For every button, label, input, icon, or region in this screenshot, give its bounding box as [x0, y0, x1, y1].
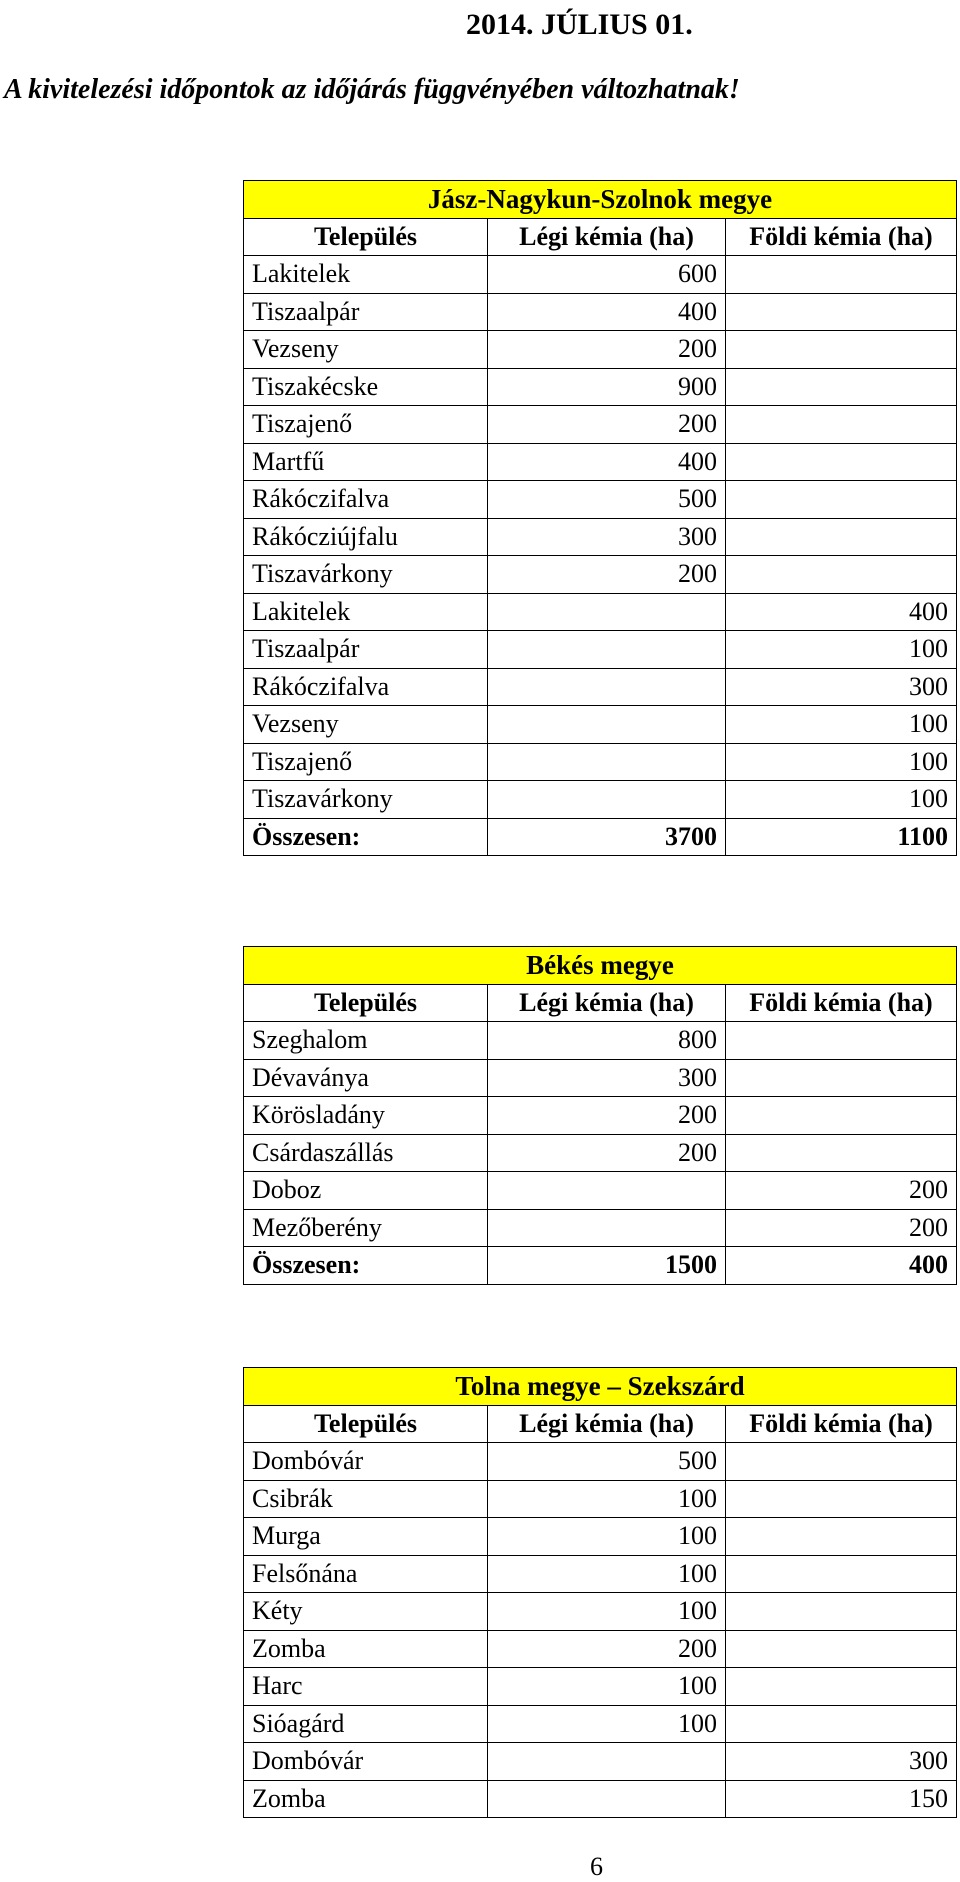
foldi-kemia-value: [726, 556, 957, 594]
settlement-name: Lakitelek: [244, 256, 488, 294]
foldi-kemia-value: [726, 1593, 957, 1631]
settlement-name: Tiszaalpár: [244, 293, 488, 331]
settlement-name: Felsőnána: [244, 1555, 488, 1593]
legi-kemia-value: 100: [488, 1480, 726, 1518]
table-row: [244, 1668, 957, 1706]
legi-kemia-value: [488, 593, 726, 631]
foldi-kemia-value: [726, 1705, 957, 1743]
legi-kemia-value: 300: [488, 1059, 726, 1097]
table-header-row: [244, 984, 957, 1022]
total-row: [244, 1247, 957, 1285]
legi-kemia-value: 200: [488, 406, 726, 444]
settlement-name: Csibrák: [244, 1480, 488, 1518]
foldi-kemia-value: [726, 1134, 957, 1172]
table-row: [244, 668, 957, 706]
table-row: [244, 743, 957, 781]
table-title-row: [244, 1368, 957, 1406]
table-row: [244, 256, 957, 294]
legi-kemia-value: 900: [488, 368, 726, 406]
legi-kemia-value: [488, 1743, 726, 1781]
settlement-name: Lakitelek: [244, 593, 488, 631]
legi-kemia-value: 100: [488, 1593, 726, 1631]
settlement-name: Zomba: [244, 1630, 488, 1668]
table-row: [244, 1480, 957, 1518]
legi-kemia-value: [488, 1209, 726, 1247]
foldi-kemia-value: [726, 1022, 957, 1060]
legi-kemia-value: 100: [488, 1518, 726, 1556]
settlement-name: Vezseny: [244, 331, 488, 369]
table-title-row: [244, 947, 957, 985]
legi-kemia-value: 200: [488, 556, 726, 594]
header-telepules: Település: [244, 1405, 488, 1443]
foldi-kemia-value: 100: [726, 706, 957, 744]
settlement-name: Csárdaszállás: [244, 1134, 488, 1172]
foldi-kemia-value: 400: [726, 593, 957, 631]
county-title: Jász-Nagykun-Szolnok megye: [244, 181, 957, 219]
table-row: [244, 1022, 957, 1060]
legi-kemia-value: 100: [488, 1555, 726, 1593]
foldi-kemia-value: 300: [726, 1743, 957, 1781]
settlement-name: Tiszaalpár: [244, 631, 488, 669]
foldi-kemia-value: [726, 1480, 957, 1518]
total-row: [244, 818, 957, 856]
header-foldi-kemia: Földi kémia (ha): [726, 984, 957, 1022]
table-row: [244, 1630, 957, 1668]
settlement-name: Sióagárd: [244, 1705, 488, 1743]
total-legi-kemia: 1500: [488, 1247, 726, 1285]
total-label: Összesen:: [244, 818, 488, 856]
table-row: [244, 1209, 957, 1247]
table-row: [244, 1780, 957, 1818]
page-number: 6: [590, 1852, 603, 1881]
settlement-name: Rákóczifalva: [244, 481, 488, 519]
table-row: [244, 556, 957, 594]
settlement-name: Rákócziújfalu: [244, 518, 488, 556]
settlement-name: Vezseny: [244, 706, 488, 744]
table-row: [244, 1518, 957, 1556]
legi-kemia-value: [488, 781, 726, 819]
foldi-kemia-value: 100: [726, 631, 957, 669]
legi-kemia-value: [488, 631, 726, 669]
legi-kemia-value: 300: [488, 518, 726, 556]
table-row: [244, 1097, 957, 1135]
header-legi-kemia: Légi kémia (ha): [488, 218, 726, 256]
total-foldi-kemia: 1100: [726, 818, 957, 856]
legi-kemia-value: 100: [488, 1705, 726, 1743]
legi-kemia-value: [488, 1172, 726, 1210]
foldi-kemia-value: 200: [726, 1209, 957, 1247]
table-row: [244, 593, 957, 631]
foldi-kemia-value: 300: [726, 668, 957, 706]
settlement-name: Murga: [244, 1518, 488, 1556]
legi-kemia-value: 600: [488, 256, 726, 294]
table-row: [244, 781, 957, 819]
table-row: [244, 1059, 957, 1097]
table-row: [244, 1743, 957, 1781]
table-row: [244, 293, 957, 331]
foldi-kemia-value: [726, 518, 957, 556]
table-row: [244, 631, 957, 669]
settlement-name: Szeghalom: [244, 1022, 488, 1060]
legi-kemia-value: 500: [488, 1443, 726, 1481]
settlement-name: Tiszajenő: [244, 406, 488, 444]
settlement-name: Harc: [244, 1668, 488, 1706]
county-table-bekes: [243, 946, 957, 1285]
settlement-name: Doboz: [244, 1172, 488, 1210]
header-legi-kemia: Légi kémia (ha): [488, 1405, 726, 1443]
county-table-jasz-nagykun-szolnok: [243, 180, 957, 856]
legi-kemia-value: 800: [488, 1022, 726, 1060]
settlement-name: Martfű: [244, 443, 488, 481]
foldi-kemia-value: [726, 406, 957, 444]
legi-kemia-value: 100: [488, 1668, 726, 1706]
header-legi-kemia: Légi kémia (ha): [488, 984, 726, 1022]
foldi-kemia-value: 150: [726, 1780, 957, 1818]
table-row: [244, 481, 957, 519]
foldi-kemia-value: [726, 1059, 957, 1097]
legi-kemia-value: 400: [488, 293, 726, 331]
table-row: [244, 406, 957, 444]
legi-kemia-value: 200: [488, 1097, 726, 1135]
legi-kemia-value: 200: [488, 1630, 726, 1668]
foldi-kemia-value: [726, 293, 957, 331]
foldi-kemia-value: [726, 1555, 957, 1593]
legi-kemia-value: [488, 1780, 726, 1818]
foldi-kemia-value: [726, 1630, 957, 1668]
foldi-kemia-value: [726, 331, 957, 369]
legi-kemia-value: 200: [488, 331, 726, 369]
table-title-row: [244, 181, 957, 219]
foldi-kemia-value: [726, 481, 957, 519]
foldi-kemia-value: [726, 368, 957, 406]
county-title: Békés megye: [244, 947, 957, 985]
settlement-name: Dombóvár: [244, 1743, 488, 1781]
table-row: [244, 1172, 957, 1210]
foldi-kemia-value: [726, 1097, 957, 1135]
settlement-name: Tiszakécske: [244, 368, 488, 406]
settlement-name: Körösladány: [244, 1097, 488, 1135]
table-row: [244, 443, 957, 481]
table-row: [244, 1134, 957, 1172]
foldi-kemia-value: 100: [726, 781, 957, 819]
settlement-name: Dombóvár: [244, 1443, 488, 1481]
table-header-row: [244, 1405, 957, 1443]
settlement-name: Dévaványa: [244, 1059, 488, 1097]
settlement-name: Tiszajenő: [244, 743, 488, 781]
header-foldi-kemia: Földi kémia (ha): [726, 1405, 957, 1443]
table-row: [244, 331, 957, 369]
foldi-kemia-value: [726, 256, 957, 294]
header-telepules: Település: [244, 218, 488, 256]
county-title: Tolna megye – Szekszárd: [244, 1368, 957, 1406]
settlement-name: Tiszavárkony: [244, 556, 488, 594]
foldi-kemia-value: [726, 443, 957, 481]
header-telepules: Település: [244, 984, 488, 1022]
foldi-kemia-value: [726, 1518, 957, 1556]
foldi-kemia-value: 200: [726, 1172, 957, 1210]
table-header-row: [244, 218, 957, 256]
table-row: [244, 1705, 957, 1743]
document-date: 2014. JÚLIUS 01.: [466, 8, 693, 41]
legi-kemia-value: 200: [488, 1134, 726, 1172]
header-foldi-kemia: Földi kémia (ha): [726, 218, 957, 256]
settlement-name: Kéty: [244, 1593, 488, 1631]
schedule-note: A kivitelezési időpontok az időjárás függvényében változhatnak!: [4, 74, 740, 105]
table-row: [244, 518, 957, 556]
table-row: [244, 1593, 957, 1631]
table-row: [244, 706, 957, 744]
legi-kemia-value: 500: [488, 481, 726, 519]
table-row: [244, 1443, 957, 1481]
foldi-kemia-value: [726, 1668, 957, 1706]
legi-kemia-value: 400: [488, 443, 726, 481]
legi-kemia-value: [488, 743, 726, 781]
settlement-name: Rákóczifalva: [244, 668, 488, 706]
settlement-name: Tiszavárkony: [244, 781, 488, 819]
total-foldi-kemia: 400: [726, 1247, 957, 1285]
total-legi-kemia: 3700: [488, 818, 726, 856]
table-row: [244, 368, 957, 406]
legi-kemia-value: [488, 706, 726, 744]
settlement-name: Mezőberény: [244, 1209, 488, 1247]
foldi-kemia-value: 100: [726, 743, 957, 781]
county-table-tolna: [243, 1367, 957, 1818]
table-row: [244, 1555, 957, 1593]
total-label: Összesen:: [244, 1247, 488, 1285]
settlement-name: Zomba: [244, 1780, 488, 1818]
legi-kemia-value: [488, 668, 726, 706]
foldi-kemia-value: [726, 1443, 957, 1481]
